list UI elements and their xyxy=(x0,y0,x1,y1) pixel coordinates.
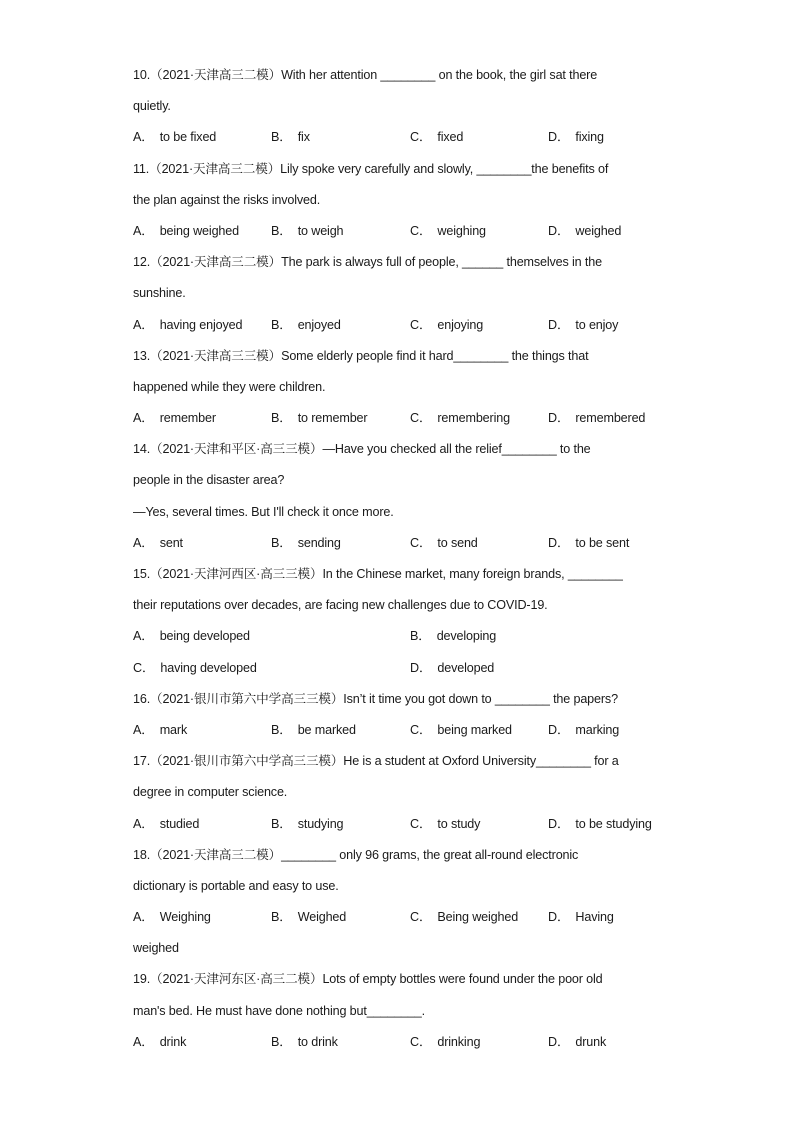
answer-option xyxy=(410,528,478,559)
option-text: developed xyxy=(437,660,495,675)
answer-option xyxy=(271,809,343,840)
question-stem-line: 10.（2021·天津高三二模）With her attention ________ on the book, the girl sat there xyxy=(133,68,598,82)
option-text: drunk xyxy=(575,1034,607,1049)
question-stem-line: —Yes, several times. But I'll check it once more. xyxy=(133,504,394,519)
option-letter: C． xyxy=(410,1034,432,1049)
answer-option xyxy=(133,621,250,652)
options-row xyxy=(133,809,663,840)
question-item xyxy=(133,434,663,559)
option-letter: A． xyxy=(133,1034,154,1049)
option-continuation: weighed xyxy=(133,941,179,956)
question-stem-line: their reputations over decades, are facing new challenges due to COVID-19. xyxy=(133,598,548,613)
option-text: fixing xyxy=(575,130,604,145)
option-text: Weighing xyxy=(159,910,211,925)
option-letter: B． xyxy=(271,130,292,145)
answer-option xyxy=(410,403,510,434)
answer-option xyxy=(133,809,199,840)
option-text: being weighed xyxy=(159,223,239,238)
answer-option xyxy=(133,403,216,434)
answer-option xyxy=(133,528,183,559)
option-letter: C． xyxy=(410,130,432,145)
option-letter: C． xyxy=(410,535,432,550)
question-stem-line: 19.（2021·天津河东区·高三二模）Lots of empty bottles were found under the poor old xyxy=(133,972,603,987)
question-item xyxy=(133,60,663,154)
option-letter: A． xyxy=(133,629,154,644)
option-letter: D． xyxy=(548,722,570,737)
option-text: remembered xyxy=(575,411,646,426)
options-row xyxy=(133,1027,663,1058)
option-text: to be sent xyxy=(575,535,630,550)
option-text: studying xyxy=(297,816,344,831)
options-row xyxy=(133,216,663,247)
answer-option xyxy=(548,1027,606,1058)
option-letter: D． xyxy=(548,223,570,238)
option-text: remembering xyxy=(437,411,510,426)
options-row xyxy=(133,621,663,652)
option-letter: B． xyxy=(271,1034,292,1049)
question-item xyxy=(133,341,663,435)
answer-option xyxy=(548,122,604,153)
answer-option xyxy=(271,216,343,247)
question-stem-line: 12.（2021·天津高三二模）The park is always full of people, ______ themselves in the xyxy=(133,255,602,270)
option-letter: D． xyxy=(548,816,570,831)
answer-option xyxy=(548,528,629,559)
option-text: sending xyxy=(297,535,341,550)
answer-option xyxy=(410,653,494,684)
option-text: to weigh xyxy=(297,223,344,238)
answer-option xyxy=(133,310,242,341)
answer-option xyxy=(271,310,341,341)
option-letter: A． xyxy=(133,411,154,426)
option-letter: B． xyxy=(271,535,292,550)
question-stem-line: 16.（2021·银川市第六中学高三三模）Isn’t it time you got down to ________ the papers? xyxy=(133,691,618,706)
option-letter: C． xyxy=(410,223,432,238)
answer-option xyxy=(410,122,463,153)
option-text: marking xyxy=(575,722,620,737)
option-text: being marked xyxy=(437,722,512,737)
answer-option xyxy=(133,653,257,684)
option-text: to study xyxy=(437,816,481,831)
question-stem-line: 18.（2021·天津高三二模）________ only 96 grams, the great all-round electronic xyxy=(133,847,579,862)
options-row xyxy=(133,653,663,684)
option-letter: B． xyxy=(271,411,292,426)
option-text: having enjoyed xyxy=(159,317,243,332)
option-text: to be fixed xyxy=(159,130,217,145)
option-letter: A． xyxy=(133,535,154,550)
option-letter: C． xyxy=(410,411,432,426)
answer-option xyxy=(548,310,618,341)
option-letter: D． xyxy=(548,910,570,925)
question-stem-line: 15.（2021·天津河西区·高三三模）In the Chinese market, many foreign brands, ________ xyxy=(133,567,623,581)
answer-option xyxy=(271,1027,338,1058)
answer-option xyxy=(271,122,310,153)
option-letter: D． xyxy=(548,130,570,145)
answer-option xyxy=(548,403,645,434)
option-text: enjoyed xyxy=(297,317,341,332)
question-stem-line: happened while they were children. xyxy=(133,379,326,394)
answer-option xyxy=(410,621,496,652)
answer-option xyxy=(133,715,187,746)
options-row xyxy=(133,528,663,559)
options-row xyxy=(133,715,663,746)
options-row xyxy=(133,403,663,434)
answer-option xyxy=(271,715,356,746)
option-letter: D． xyxy=(548,411,570,426)
answer-option xyxy=(548,216,621,247)
question-stem-line: 14.（2021·天津和平区·高三三模）—Have you checked all the relief________ to the xyxy=(133,442,591,457)
question-item xyxy=(133,840,663,965)
option-text: studied xyxy=(159,816,200,831)
question-item xyxy=(133,559,663,684)
answer-option xyxy=(548,715,619,746)
question-item xyxy=(133,247,663,341)
option-text: Being weighed xyxy=(437,910,519,925)
answer-option xyxy=(271,403,367,434)
option-letter: A． xyxy=(133,910,154,925)
option-letter: B． xyxy=(410,629,431,644)
option-text: fix xyxy=(297,130,310,145)
option-letter: A． xyxy=(133,816,154,831)
answer-option xyxy=(410,310,483,341)
option-letter: B． xyxy=(271,223,292,238)
option-text: remember xyxy=(159,411,216,426)
option-text: to remember xyxy=(297,411,368,426)
question-stem-line: 11.（2021·天津高三二模）Lily spoke very carefully and slowly, ________the benefits of xyxy=(133,161,609,176)
option-text: drink xyxy=(159,1034,187,1049)
option-text: sent xyxy=(159,535,183,550)
option-text: Weighed xyxy=(297,910,347,925)
answer-option xyxy=(133,1027,186,1058)
option-letter: A． xyxy=(133,130,154,145)
option-text: developing xyxy=(436,629,497,644)
option-letter: B． xyxy=(271,317,292,332)
option-letter: B． xyxy=(271,816,292,831)
question-item xyxy=(133,746,663,840)
option-text: weighing xyxy=(437,223,486,238)
answer-option xyxy=(133,902,211,933)
answer-option xyxy=(410,216,486,247)
option-letter: C． xyxy=(133,660,155,675)
answer-option xyxy=(548,809,652,840)
answer-option xyxy=(410,809,480,840)
question-stem-line: 13.（2021·天津高三三模）Some elderly people find it hard________ the things that xyxy=(133,348,589,363)
option-letter: D． xyxy=(410,660,432,675)
option-text: mark xyxy=(159,722,188,737)
question-stem-line: degree in computer science. xyxy=(133,785,288,800)
option-letter: B． xyxy=(271,910,292,925)
question-stem-line: people in the disaster area? xyxy=(133,473,285,488)
answer-option xyxy=(133,216,239,247)
option-letter: A． xyxy=(133,722,154,737)
option-letter: D． xyxy=(548,535,570,550)
option-text: weighed xyxy=(575,223,622,238)
option-letter: C． xyxy=(410,722,432,737)
question-stem-line: dictionary is portable and easy to use. xyxy=(133,878,339,893)
option-text: to send xyxy=(437,535,478,550)
option-text: being developed xyxy=(159,629,250,644)
option-text: be marked xyxy=(297,722,356,737)
question-stem-line: man's bed. He must have done nothing but________. xyxy=(133,1003,425,1018)
options-row xyxy=(133,310,663,341)
question-stem-line: quietly. xyxy=(133,99,171,114)
option-text: to drink xyxy=(297,1034,338,1049)
option-letter: A． xyxy=(133,317,154,332)
option-letter: B． xyxy=(271,722,292,737)
question-list xyxy=(133,60,663,1058)
question-item xyxy=(133,684,663,746)
option-letter: C． xyxy=(410,816,432,831)
answer-option xyxy=(271,528,341,559)
question-stem-line: sunshine. xyxy=(133,286,186,301)
option-text: to be studying xyxy=(575,816,652,831)
option-text: Having xyxy=(575,910,614,925)
answer-option xyxy=(410,715,512,746)
option-letter: A． xyxy=(133,223,154,238)
question-item xyxy=(133,964,663,1058)
options-row xyxy=(133,902,663,933)
option-letter: D． xyxy=(548,1034,570,1049)
option-text: having developed xyxy=(160,660,257,675)
option-text: to enjoy xyxy=(575,317,619,332)
answer-option xyxy=(271,902,346,933)
option-text: drinking xyxy=(437,1034,481,1049)
answer-option xyxy=(548,902,614,933)
answer-option xyxy=(410,902,518,933)
answer-option xyxy=(133,122,216,153)
option-text: fixed xyxy=(437,130,464,145)
question-item xyxy=(133,154,663,248)
question-stem-line: the plan against the risks involved. xyxy=(133,192,321,207)
option-text: enjoying xyxy=(437,317,484,332)
question-stem-line: 17.（2021·银川市第六中学高三三模）He is a student at Oxford University________ for a xyxy=(133,754,619,769)
answer-option xyxy=(410,1027,480,1058)
option-letter: D． xyxy=(548,317,570,332)
option-letter: C． xyxy=(410,317,432,332)
options-row xyxy=(133,122,663,153)
option-letter: C． xyxy=(410,910,432,925)
